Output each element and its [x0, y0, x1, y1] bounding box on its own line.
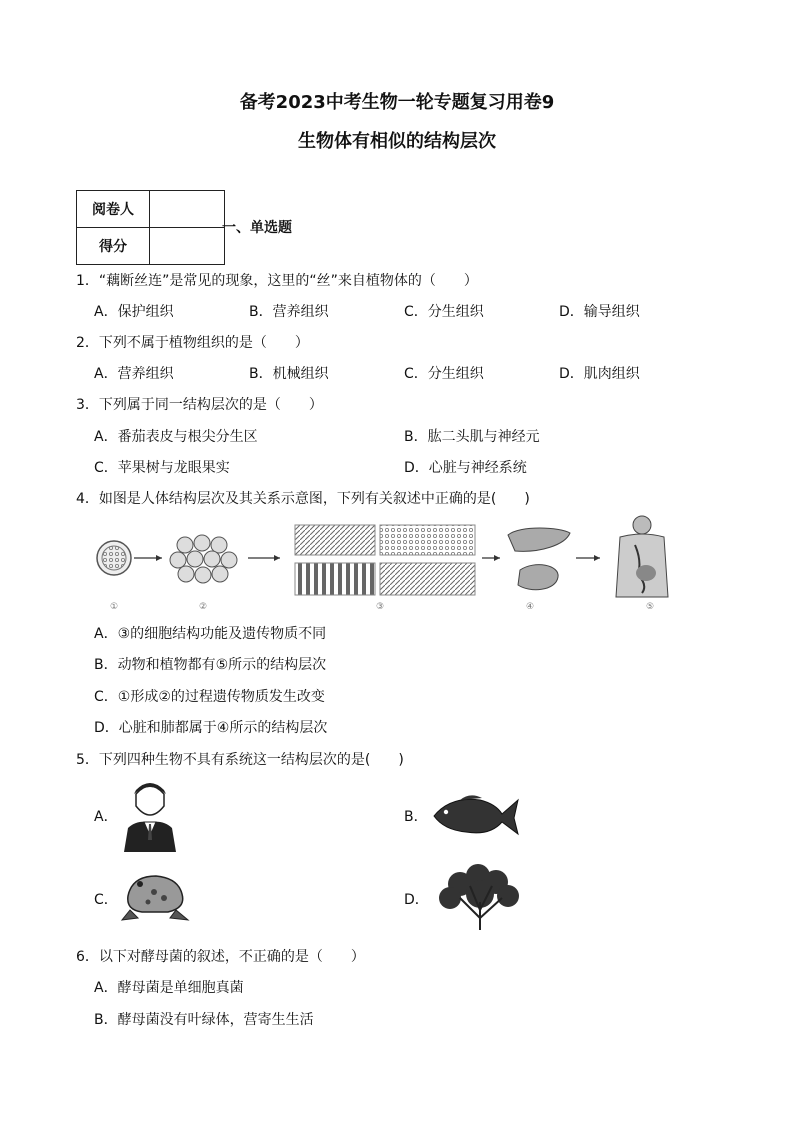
- shrub-icon: [430, 862, 530, 932]
- q2-option-d[interactable]: D．肌肉组织: [559, 366, 640, 382]
- body-structure-diagram: [90, 515, 700, 613]
- figure-label-3: ③: [375, 602, 385, 612]
- q6-option-b[interactable]: B．酵母菌没有叶绿体，营寄生生活: [94, 1012, 314, 1028]
- q3-option-d[interactable]: D．心脏与神经系统: [404, 460, 527, 476]
- table-row: [77, 191, 225, 228]
- figure-label-1: ①: [109, 602, 119, 612]
- q6-option-a[interactable]: A．酵母菌是单细胞真菌: [94, 980, 244, 996]
- question-1: 1．“藕断丝连”是常见的现象，这里的“丝”来自植物体的（ ）: [76, 273, 478, 289]
- reviewer-label: 阅卷人: [77, 191, 150, 228]
- q4-option-d[interactable]: D．心脏和肺都属于④所示的结构层次: [94, 720, 328, 736]
- q1-option-c[interactable]: C．分生组织: [404, 304, 484, 320]
- figure-label-4: ④: [525, 602, 535, 612]
- q4-option-a[interactable]: A．③的细胞结构功能及遗传物质不同: [94, 626, 327, 642]
- q1-option-d[interactable]: D．输导组织: [559, 304, 640, 320]
- q5-option-d[interactable]: D．: [404, 892, 429, 908]
- reviewer-value-cell[interactable]: [150, 191, 225, 228]
- question-4: 4．如图是人体结构层次及其关系示意图，下列有关叙述中正确的是( ): [76, 491, 530, 507]
- q5-option-b[interactable]: B．: [404, 809, 428, 825]
- figure-label-5: ⑤: [645, 602, 655, 612]
- q2-option-a[interactable]: A．营养组织: [94, 366, 174, 382]
- q4-option-c[interactable]: C．①形成②的过程遗传物质发生改变: [94, 689, 325, 705]
- cell-icon: [97, 541, 131, 575]
- q1-option-b[interactable]: B．营养组织: [249, 304, 329, 320]
- q3-option-b[interactable]: B．肱二头肌与神经元: [404, 429, 540, 445]
- q1-option-a[interactable]: A．保护组织: [94, 304, 174, 320]
- page-subtitle: 生物体有相似的结构层次: [298, 131, 496, 152]
- q3-option-c[interactable]: C．苹果树与龙眼果实: [94, 460, 230, 476]
- question-2: 2．下列不属于植物组织的是（ ）: [76, 335, 309, 351]
- man-icon: [120, 780, 180, 852]
- human-body-icon: [616, 516, 668, 597]
- cell-cluster-icon: [170, 535, 237, 583]
- tissue-icon: [295, 525, 475, 595]
- score-label: 得分: [77, 228, 150, 265]
- q4-option-b[interactable]: B．动物和植物都有⑤所示的结构层次: [94, 657, 327, 673]
- fish-icon: [430, 792, 520, 840]
- question-6: 6．以下对酵母菌的叙述，不正确的是（ ）: [76, 949, 365, 965]
- score-value-cell[interactable]: [150, 228, 225, 265]
- q3-option-a[interactable]: A．番茄表皮与根尖分生区: [94, 429, 258, 445]
- question-5: 5．下列四种生物不具有系统这一结构层次的是( ): [76, 752, 404, 768]
- section-title: 一、单选题: [222, 220, 292, 236]
- organ-icon: [508, 528, 570, 590]
- table-row: [77, 228, 225, 265]
- q5-option-c[interactable]: C．: [94, 892, 118, 908]
- question-3: 3．下列属于同一结构层次的是（ ）: [76, 397, 323, 413]
- q2-option-b[interactable]: B．机械组织: [249, 366, 329, 382]
- q5-option-a[interactable]: A．: [94, 809, 118, 825]
- figure-label-2: ②: [198, 602, 208, 612]
- score-table: [76, 190, 225, 265]
- page-title: 备考2023中考生物一轮专题复习用卷9: [239, 92, 555, 113]
- frog-icon: [120, 866, 192, 922]
- q2-option-c[interactable]: C．分生组织: [404, 366, 484, 382]
